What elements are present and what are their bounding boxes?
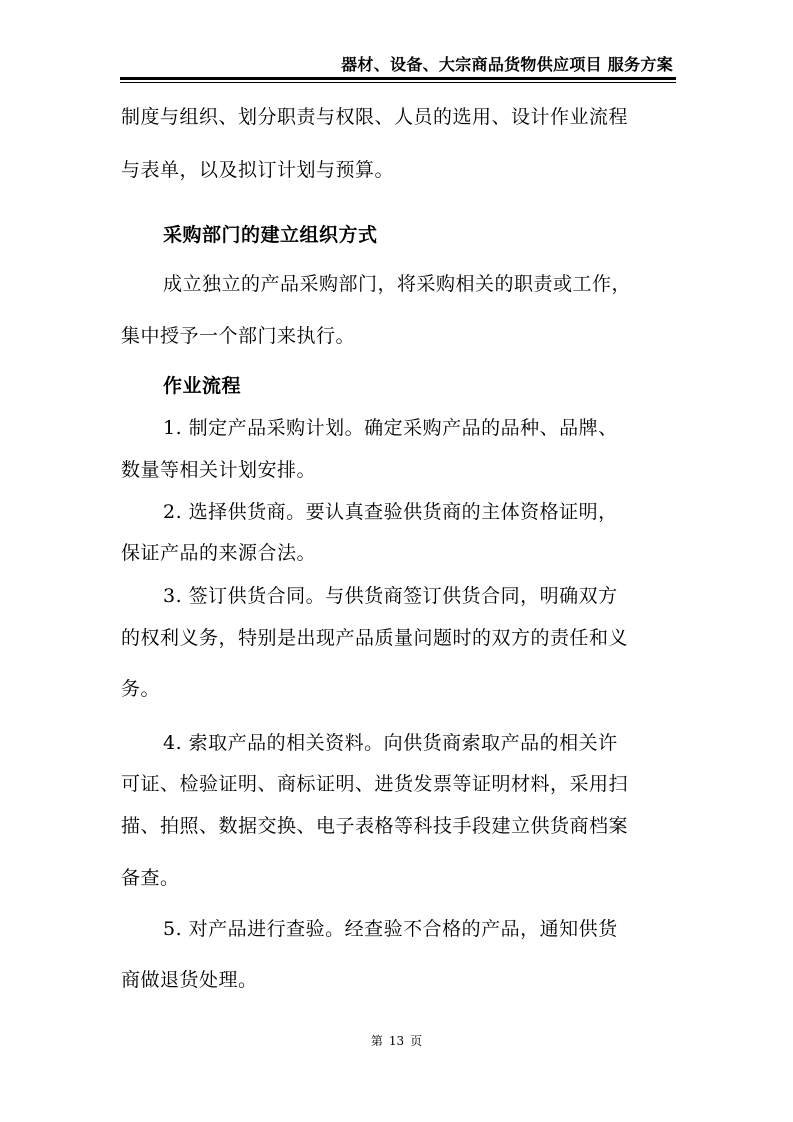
body-line: 5. 对产品进行查验。经查验不合格的产品，通知供货 <box>163 918 618 940</box>
section-heading: 作业流程 <box>163 375 242 397</box>
footer-prefix: 第 <box>370 1034 383 1048</box>
body-line: 备查。 <box>121 867 180 889</box>
body-line: 集中授予一个部门来执行。 <box>121 325 356 347</box>
body-line: 数量等相关计划安排。 <box>121 459 317 481</box>
body-line: 的权利义务，特别是出现产品质量问题时的双方的责任和义 <box>121 627 629 649</box>
body-line: 4. 索取产品的相关资料。向供货商索取产品的相关许 <box>163 732 618 754</box>
body-line: 务。 <box>121 678 161 700</box>
page-footer <box>0 1032 793 1049</box>
body-line: 3. 签订供货合同。与供货商签订供货合同，明确双方 <box>163 585 618 607</box>
body-line: 描、拍照、数据交换、电子表格等科技手段建立供货商档案 <box>121 815 629 837</box>
section-heading: 采购部门的建立组织方式 <box>163 224 378 246</box>
body-line: 2. 选择供货商。要认真查验供货商的主体资格证明， <box>163 501 618 523</box>
page-number: 13 <box>388 1034 405 1048</box>
body-line: 1. 制定产品采购计划。确定采购产品的品种、品牌、 <box>163 417 618 439</box>
body-line: 可证、检验证明、商标证明、进货发票等证明材料，采用扫 <box>121 773 629 795</box>
header-rule-thin <box>120 82 676 83</box>
body-line: 成立独立的产品采购部门，将采购相关的职责或工作， <box>163 273 632 295</box>
body-line: 制度与组织、划分职责与权限、人员的选用、设计作业流程 <box>121 106 629 128</box>
header-title: 器材、设备、大宗商品货物供应项目 服务方案 <box>341 55 673 74</box>
footer-suffix: 页 <box>410 1034 423 1048</box>
body-line: 商做退货处理。 <box>121 969 258 991</box>
body-line: 与表单，以及拟订计划与预算。 <box>121 159 395 181</box>
header-rule-thick <box>120 77 676 80</box>
body-line: 保证产品的来源合法。 <box>121 542 317 564</box>
